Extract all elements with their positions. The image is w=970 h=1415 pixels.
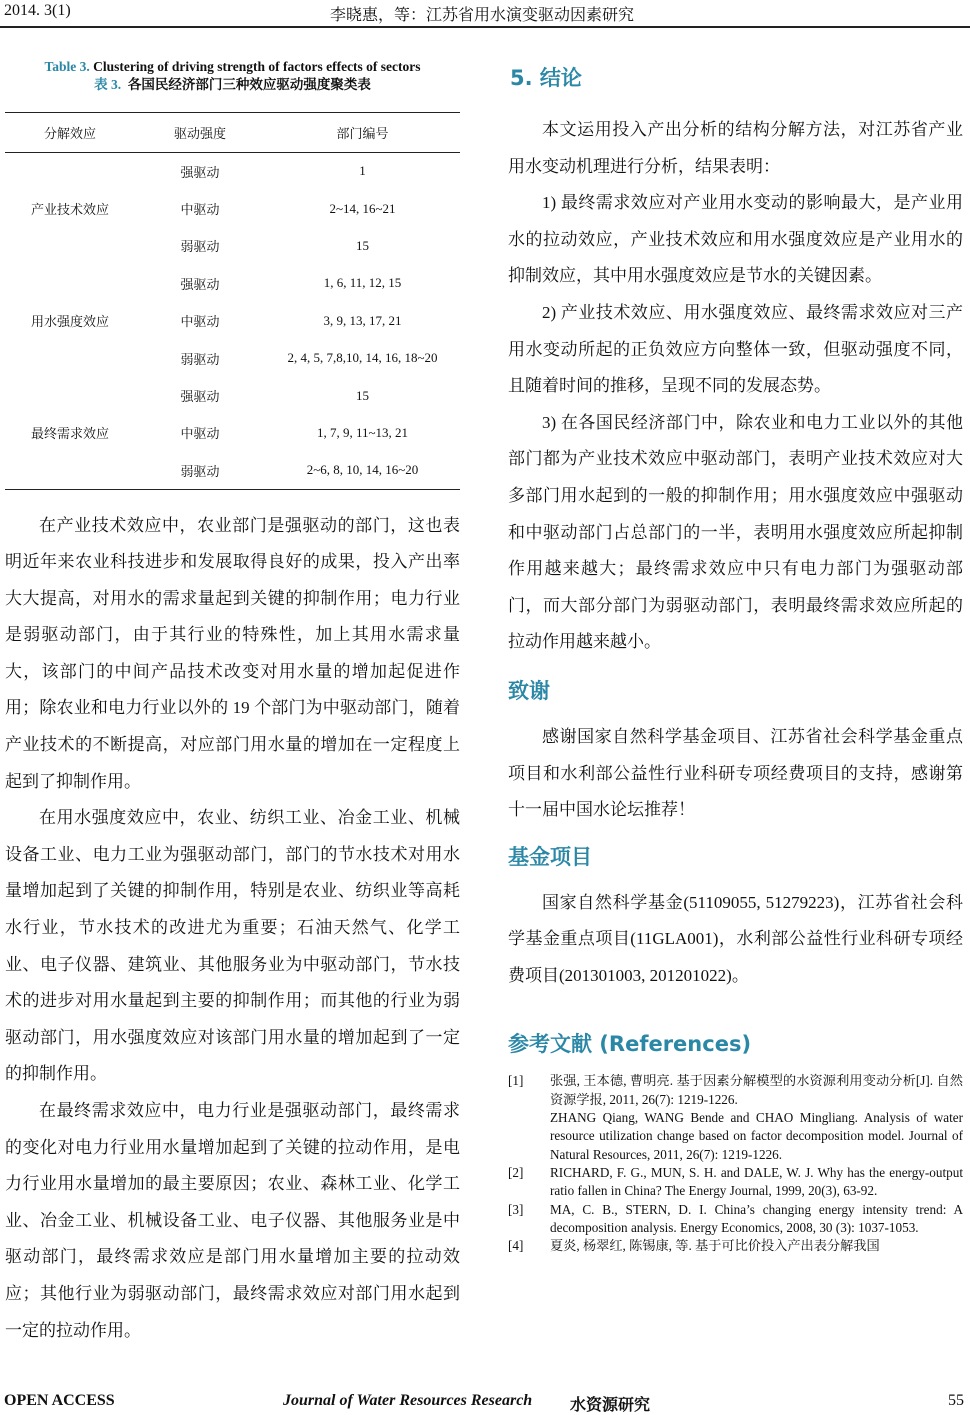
acknowledgement-text: 感谢国家自然科学基金项目、江苏省社会科学基金重点项目和水利部公益性行业科研专项经费项目的支持，感谢第十一届中国水论坛推荐！ xyxy=(508,726,963,820)
acknowledgement-heading: 致谢 xyxy=(508,678,550,703)
conclusion-paragraph: 本文运用投入产出分析的结构分解方法，对江苏省产业用水变动机理进行分析，结果表明： xyxy=(508,120,963,176)
running-title: 李晓惠，等：江苏省用水演变驱动因素研究 xyxy=(330,7,635,24)
effect-cell: 产业技术效应 xyxy=(30,202,109,218)
strength-cell: 强驱动 xyxy=(180,276,220,292)
strength-cell: 强驱动 xyxy=(180,389,220,405)
strength-cell: 弱驱动 xyxy=(180,463,220,479)
reference-number: [4] xyxy=(508,1238,524,1254)
reference-number: [3] xyxy=(508,1201,524,1217)
table-row xyxy=(5,153,460,190)
reference-number: [2] xyxy=(508,1164,524,1180)
left-column xyxy=(5,58,460,1349)
sector-cell: 2~6, 8, 10, 14, 16~20 xyxy=(306,462,419,478)
caption-zh: 各国民经济部门三种效应驱动强度聚类表 xyxy=(127,77,371,92)
journal-name-zh: 水资源研究 xyxy=(570,1397,651,1414)
strength-cell: 弱驱动 xyxy=(180,239,220,255)
reference-text: 夏炎, 杨翠红, 陈锡康, 等. 基于可比价投入产出表分解我国 xyxy=(550,1238,880,1254)
strength-cell: 中驱动 xyxy=(180,426,220,442)
open-access-label: OPEN ACCESS xyxy=(4,1392,115,1409)
funding-heading: 基金项目 xyxy=(508,844,592,869)
sector-cell: 15 xyxy=(356,387,369,403)
reference-item xyxy=(508,1164,963,1201)
caption-en: Clustering of driving strength of factors effects of sectors xyxy=(93,59,421,74)
sector-cell: 3, 9, 13, 17, 21 xyxy=(323,312,402,328)
caption-label-zh: 表 3. xyxy=(94,77,122,92)
effect-cell: 用水强度效应 xyxy=(30,314,109,330)
reference-text: 张强, 王本德, 曹明亮. 基于因素分解模型的水资源利用变动分析[J]. 自然资源学报, 2011, 26(7): 1219-1226. xyxy=(550,1073,963,1107)
sector-cell: 1 xyxy=(359,163,366,179)
sector-cell: 2~14, 16~21 xyxy=(329,200,396,216)
table-row xyxy=(5,265,460,302)
conclusion-paragraph: 2) 产业技术效应、用水强度效应、最终需求效应对三产用水变动所起的正负效应方向整体一致，但驱动强度不同，且随着时间的推移，呈现不同的发展态势。 xyxy=(508,302,963,396)
clustering-table xyxy=(5,112,460,490)
table-caption xyxy=(5,58,460,94)
column-header: 分解效应 xyxy=(43,126,96,141)
page-header xyxy=(0,0,970,28)
page-number: 55 xyxy=(948,1392,964,1409)
caption-label-en: Table 3. xyxy=(44,59,90,74)
right-column xyxy=(508,58,963,1255)
strength-cell: 弱驱动 xyxy=(180,351,220,367)
references-heading: 参考文献 (References) xyxy=(508,1032,752,1057)
reference-item xyxy=(508,1237,963,1255)
conclusion-paragraph: 1) 最终需求效应对产业用水变动的影响最大，是产业用水的拉动效应，产业技术效应和用水强度效应是产业用水的抑制效应，其中用水强度效应是节水的关键因素。 xyxy=(508,193,963,286)
body-paragraph: 在最终需求效应中，电力行业是强驱动部门，最终需求的变化对电力行业用水量增加起到了关键的拉动作用，是电力行业用水量增加的最主要原因；农业、森林工业、化学工业、冶金工业、机械设备工业、电子仪器、其他服务业是中驱动部门，最终需求效应是部门用水量增加主要的拉动效应；其他行业为弱驱动部门，最终需求效应对部门用水起到一定的拉动作用。 xyxy=(5,1101,460,1340)
strength-cell: 中驱动 xyxy=(180,314,220,330)
sector-cell: 2, 4, 5, 7,8,10, 14, 16, 18~20 xyxy=(287,350,438,366)
issue-number: 2014. 3(1) xyxy=(4,2,71,19)
sector-cell: 15 xyxy=(356,237,369,253)
conclusion-heading: 5. 结论 xyxy=(510,66,582,90)
strength-cell: 强驱动 xyxy=(180,164,220,180)
column-header: 部门编号 xyxy=(336,126,389,141)
strength-cell: 中驱动 xyxy=(180,202,220,218)
body-paragraph: 在用水强度效应中，农业、纺织工业、冶金工业、机械设备工业、电力工业为强驱动部门，部门的节水技术对用水量增加起到了关键的抑制作用，特别是农业、纺织业等高耗水行业，节水技术的改进尤为重要；石油天然气、化学工业、电子仪器、建筑业、其他服务业为中驱动部门，节水技术的进步对用水量起到主要的抑制作用；而其他的行业为弱驱动部门，用水强度效应对该部门用水量的增加起到了一定的抑制作用。 xyxy=(5,808,460,1084)
effect-cell: 最终需求效应 xyxy=(30,426,109,442)
journal-name-en: Journal of Water Resources Research xyxy=(283,1392,533,1409)
sector-cell: 1, 7, 9, 11~13, 21 xyxy=(316,424,409,440)
sector-cell: 1, 6, 11, 12, 15 xyxy=(323,275,402,291)
reference-list xyxy=(508,1072,963,1255)
reference-item xyxy=(508,1201,963,1238)
conclusion-paragraph: 3) 在各国民经济部门中，除农业和电力工业以外的其他部门都为产业技术效应中驱动部门，表明产业技术效应对大多部门用水起到的一般的抑制作用；用水强度效应中强驱动和中驱动部门占总部门的一半，表明用水强度效应所起抑制作用越来越大；最终需求效应中只有电力部门为强驱动部门，而大部分部门为弱驱动部门，表明最终需求效应所起的拉动作用越来越小。 xyxy=(508,412,963,652)
reference-item xyxy=(508,1072,963,1163)
column-header: 驱动强度 xyxy=(173,126,226,141)
reference-text-en: ZHANG Qiang, WANG Bende and CHAO Mingliang. Analysis of water resource utilization change based on factor decomposition model. Journal of Natural Resources, 2011, 26(7): 1219-1226. xyxy=(550,1110,963,1162)
body-paragraph: 在产业技术效应中，农业部门是强驱动的部门，这也表明近年来农业科技进步和发展取得良好的成果，投入产出率大大提高，对用水的需求量起到关键的抑制作用；电力行业是弱驱动部门，由于其行业的特殊性，加上其用水需求量大，该部门的中间产品技术改变对用水量的增加起促进作用；除农业和电力行业以外的 19 个部门为中驱动部门，随着产业技术的不断提高，对应部门用水量的增加在一定程度上起到了抑制作用。 xyxy=(5,515,460,791)
table-row xyxy=(5,377,460,414)
funding-text: 国家自然科学基金(51109055, 51279223)，江苏省社会科学基金重点项目(11GLA001)，水利部公益性行业科研专项经费项目(201301003, 201201022)。 xyxy=(508,892,963,985)
reference-number: [1] xyxy=(508,1073,524,1089)
reference-text: MA, C. B., STERN, D. I. China’s changing energy intensity trend: A decomposition analysis. Energy Economics, 2008, 30 (3): 1037-1053. xyxy=(550,1201,963,1235)
reference-text: RICHARD, F. G., MUN, S. H. and DALE, W. J. Why has the energy-output ratio fallen in China? The Energy Journal, 1999, 20(3), 63-92. xyxy=(550,1164,963,1199)
